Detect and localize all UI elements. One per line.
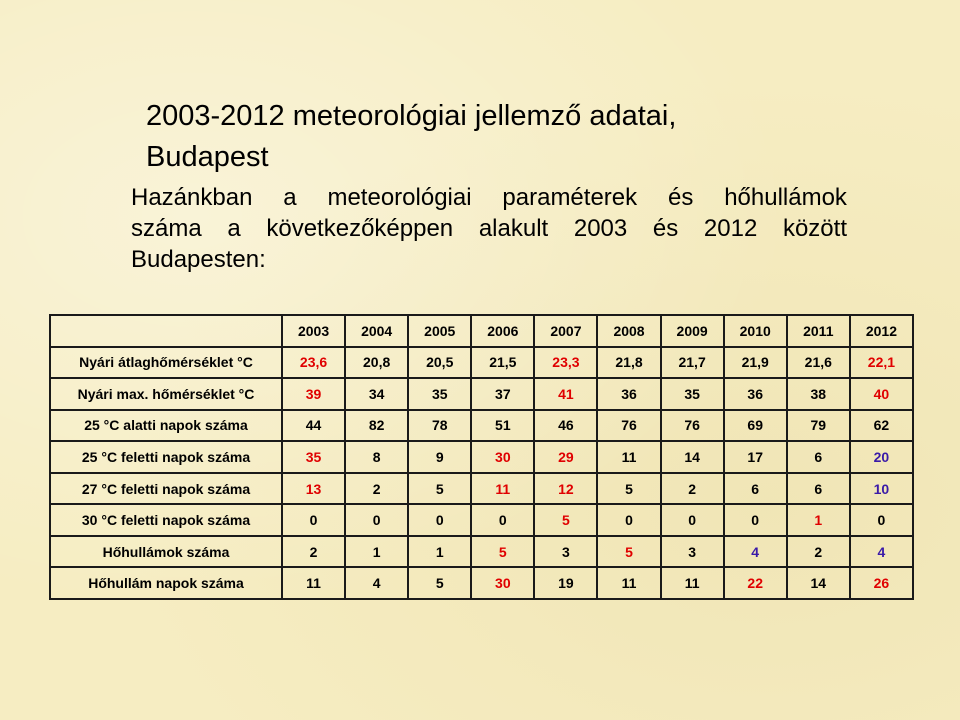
value-cell: 1	[345, 536, 408, 568]
value-cell: 82	[345, 410, 408, 442]
value-cell: 1	[787, 504, 850, 536]
intro-word: paraméterek	[502, 184, 638, 211]
intro-line-1	[131, 182, 847, 213]
value-cell: 22,1	[850, 347, 913, 379]
value-cell: 2	[661, 473, 724, 505]
year-header-cell: 2005	[408, 315, 471, 347]
intro-word: hőhullámok	[724, 184, 847, 211]
value-cell: 78	[408, 410, 471, 442]
value-cell: 0	[408, 504, 471, 536]
value-cell: 39	[282, 378, 345, 410]
title-line-2: Budapest	[146, 141, 269, 173]
year-header-cell: 2008	[597, 315, 660, 347]
value-cell: 5	[597, 536, 660, 568]
table-row	[50, 567, 913, 599]
intro-word: között	[782, 215, 847, 242]
value-cell: 9	[408, 441, 471, 473]
intro-word: száma	[131, 215, 202, 242]
intro-word: következőképpen	[266, 215, 454, 242]
weather-data-table	[49, 314, 914, 600]
value-cell: 2	[282, 536, 345, 568]
value-cell: 1	[408, 536, 471, 568]
intro-line-2	[131, 213, 847, 244]
table-header-row	[50, 315, 913, 347]
value-cell: 41	[534, 378, 597, 410]
value-cell: 34	[345, 378, 408, 410]
value-cell: 35	[408, 378, 471, 410]
table-row	[50, 441, 913, 473]
value-cell: 21,6	[787, 347, 850, 379]
row-label-cell: Nyári átlaghőmérséklet °C	[50, 347, 282, 379]
value-cell: 20	[850, 441, 913, 473]
value-cell: 36	[724, 378, 787, 410]
value-cell: 6	[787, 441, 850, 473]
year-header-cell: 2003	[282, 315, 345, 347]
value-cell: 17	[724, 441, 787, 473]
value-cell: 14	[787, 567, 850, 599]
value-cell: 13	[282, 473, 345, 505]
value-cell: 11	[471, 473, 534, 505]
value-cell: 21,9	[724, 347, 787, 379]
value-cell: 26	[850, 567, 913, 599]
table-row	[50, 473, 913, 505]
row-label-cell: 30 °C feletti napok száma	[50, 504, 282, 536]
intro-word: a	[283, 184, 297, 211]
row-label-cell: 27 °C feletti napok száma	[50, 473, 282, 505]
value-cell: 0	[471, 504, 534, 536]
value-cell: 51	[471, 410, 534, 442]
year-header-cell: 2010	[724, 315, 787, 347]
value-cell: 5	[471, 536, 534, 568]
value-cell: 3	[534, 536, 597, 568]
value-cell: 62	[850, 410, 913, 442]
value-cell: 23,6	[282, 347, 345, 379]
value-cell: 0	[850, 504, 913, 536]
value-cell: 2	[345, 473, 408, 505]
table-row	[50, 536, 913, 568]
value-cell: 4	[345, 567, 408, 599]
intro-word: és	[652, 215, 679, 242]
row-label-cell: 25 °C alatti napok száma	[50, 410, 282, 442]
value-cell: 4	[850, 536, 913, 568]
value-cell: 11	[661, 567, 724, 599]
value-cell: 11	[597, 441, 660, 473]
value-cell: 69	[724, 410, 787, 442]
value-cell: 3	[661, 536, 724, 568]
year-header-cell: 2004	[345, 315, 408, 347]
intro-text	[131, 182, 847, 275]
row-label-cell: 25 °C feletti napok száma	[50, 441, 282, 473]
value-cell: 21,7	[661, 347, 724, 379]
value-cell: 29	[534, 441, 597, 473]
value-cell: 6	[724, 473, 787, 505]
row-label-cell: Hőhullámok száma	[50, 536, 282, 568]
row-label-cell: Nyári max. hőmérséklet °C	[50, 378, 282, 410]
value-cell: 44	[282, 410, 345, 442]
intro-word: 2003	[573, 215, 628, 242]
value-cell: 21,5	[471, 347, 534, 379]
year-header-cell: 2011	[787, 315, 850, 347]
value-cell: 20,8	[345, 347, 408, 379]
value-cell: 5	[408, 473, 471, 505]
value-cell: 5	[597, 473, 660, 505]
value-cell: 30	[471, 567, 534, 599]
value-cell: 6	[787, 473, 850, 505]
value-cell: 0	[661, 504, 724, 536]
intro-word: Hazánkban	[131, 184, 253, 211]
year-header-cell: 2007	[534, 315, 597, 347]
value-cell: 11	[597, 567, 660, 599]
year-header-cell: 2006	[471, 315, 534, 347]
value-cell: 5	[408, 567, 471, 599]
value-cell: 37	[471, 378, 534, 410]
value-cell: 30	[471, 441, 534, 473]
value-cell: 20,5	[408, 347, 471, 379]
intro-word: és	[667, 184, 694, 211]
table-corner-cell	[50, 315, 282, 347]
value-cell: 12	[534, 473, 597, 505]
title-line-1: 2003-2012 meteorológiai jellemző adatai,	[146, 100, 677, 132]
value-cell: 76	[597, 410, 660, 442]
value-cell: 0	[345, 504, 408, 536]
value-cell: 22	[724, 567, 787, 599]
intro-word: meteorológiai	[327, 184, 472, 211]
value-cell: 10	[850, 473, 913, 505]
table-row	[50, 378, 913, 410]
value-cell: 14	[661, 441, 724, 473]
value-cell: 4	[724, 536, 787, 568]
value-cell: 21,8	[597, 347, 660, 379]
slide-title	[146, 96, 846, 178]
value-cell: 38	[787, 378, 850, 410]
year-header-cell: 2009	[661, 315, 724, 347]
value-cell: 35	[661, 378, 724, 410]
row-label-cell: Hőhullám napok száma	[50, 567, 282, 599]
value-cell: 36	[597, 378, 660, 410]
intro-word: 2012	[703, 215, 758, 242]
value-cell: 46	[534, 410, 597, 442]
value-cell: 8	[345, 441, 408, 473]
value-cell: 40	[850, 378, 913, 410]
value-cell: 23,3	[534, 347, 597, 379]
value-cell: 5	[534, 504, 597, 536]
table-row	[50, 410, 913, 442]
table-row	[50, 504, 913, 536]
value-cell: 0	[282, 504, 345, 536]
value-cell: 0	[724, 504, 787, 536]
value-cell: 35	[282, 441, 345, 473]
intro-word: alakult	[478, 215, 549, 242]
value-cell: 19	[534, 567, 597, 599]
intro-line-3: Budapesten:	[131, 246, 266, 273]
value-cell: 2	[787, 536, 850, 568]
value-cell: 0	[597, 504, 660, 536]
table-row	[50, 347, 913, 379]
year-header-cell: 2012	[850, 315, 913, 347]
value-cell: 76	[661, 410, 724, 442]
value-cell: 79	[787, 410, 850, 442]
value-cell: 11	[282, 567, 345, 599]
intro-word: a	[227, 215, 241, 242]
